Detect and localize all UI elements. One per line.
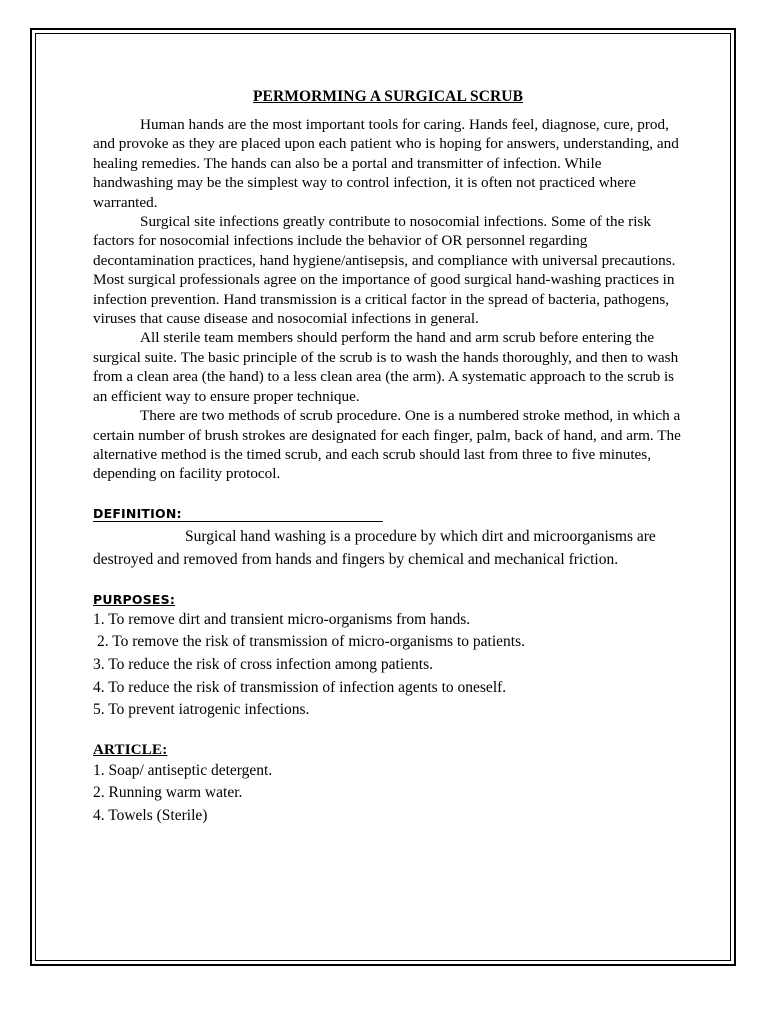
definition-heading [93, 506, 383, 522]
document-body [93, 88, 683, 827]
purposes-heading: PURPOSES: [93, 591, 176, 607]
definition-heading-label: DEFINITION: [93, 505, 182, 521]
list-item: 4. To reduce the risk of transmission of infection agents to oneself. [93, 678, 507, 696]
paragraph-sterile-team: All sterile team members should perform the hand and arm scrub before entering the surgical suite. The basic principle of the scrub is to wash the hands thoroughly, and then to wash from a clean area (the hand) to a less clean area (the arm). A systematic approach to the scrub is an efficient way to ensure proper technique. [93, 329, 679, 405]
paragraph-intro: Human hands are the most important tools for caring. Hands feel, diagnose, cure, prod, and provoke as they are placed upon each patient who is hoping for answers, understanding, and healing remedies. The hands can also be a portal and transmitter of infection. While handwashing may be the simplest way to control infection, it is often not practiced where warranted. [93, 116, 679, 211]
list-item: 4. Towels (Sterile) [93, 806, 208, 824]
document-title: PERMORMING A SURGICAL SCRUB [252, 88, 524, 105]
list-item: 2. To remove the risk of transmission of micro-organisms to patients. [97, 633, 525, 651]
list-item: 1. To remove dirt and transient micro-organisms from hands. [93, 610, 471, 628]
article-list [93, 760, 683, 828]
purposes-list [93, 609, 683, 722]
definition-text: Surgical hand washing is a procedure by which dirt and microorganisms are destroyed and removed from hands and fingers by chemical and mechanical friction. [93, 527, 656, 568]
paragraph-scrub-methods: There are two methods of scrub procedure. One is a numbered stroke method, in which a certain number of brush strokes are designated for each finger, palm, back of hand, and arm. The alternative method is the timed scrub, and each scrub should last from three to five minutes, depending on facility protocol. [93, 407, 681, 483]
article-heading: ARTICLE: [93, 741, 168, 758]
list-item: 2. Running warm water. [93, 784, 243, 802]
list-item: 5. To prevent iatrogenic infections. [93, 701, 310, 719]
paragraph-surgical-site-infections: Surgical site infections greatly contribute to nosocomial infections. Some of the risk factors for nosocomial infections include the behavior of OR personnel regarding decontamination practices, hand hygiene/antisepsis, and compliance with universal precautions. Most surgical professionals agree on the importance of good surgical hand-washing practices in infection prevention. Hand transmission is a critical factor in the spread of bacteria, pathogens, viruses that cause disease and nosocomial infections in general. [93, 213, 676, 328]
list-item: 3. To reduce the risk of cross infection among patients. [93, 655, 433, 673]
list-item: 1. Soap/ antiseptic detergent. [93, 761, 273, 779]
